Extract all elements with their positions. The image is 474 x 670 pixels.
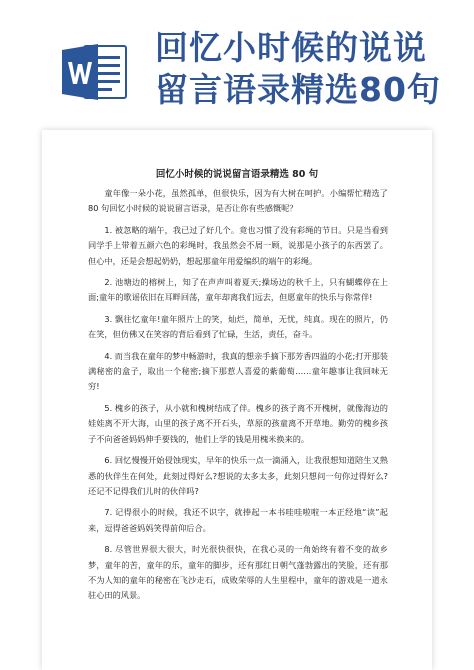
banner-title-line1: 回忆小时候的说说: [155, 28, 427, 67]
document-page: [42, 130, 432, 670]
paragraph: 2. 池塘边的榕树上，知了在声声叫着夏天;操场边的秋千上，只有蝴蝶停在上面;童年的歌谣依旧在耳畔回荡，童年却离我们远去，但愿童年的快乐与你常伴!: [88, 277, 388, 303]
paragraph: 4. 而当我在童年的梦中畅游时，我真的想亲手摘下那芳香四溢的小花;打开那装满秘密的盒子，取出一个秘密;摘下那惹人喜爱的紫葡萄……童年趣事让我回味无穷!: [88, 350, 388, 392]
paragraph: 童年像一朵小花，虽然孤单，但很快乐，因为有大树在呵护。小编帮忙精选了 80 句回忆小时候的说说留言语录，是否让你有些感慨呢？: [88, 188, 388, 214]
paragraph: 1. 被忽略的端午，我已过了好几个。竟也习惯了没有彩绳的节日。只是当看到同学手上带着五颜六色的彩绳时，我虽然会不屑一顾，说那是小孩子的东西罢了。但心中，还是会想起奶奶，想起那童年用爱编织的端午的彩绳。: [88, 224, 388, 266]
microsoft-word-icon: [62, 42, 128, 102]
banner-title: [155, 28, 455, 110]
paragraph: 3. 飘往忆童年!童年照片上的笑，灿烂，简单，无忧，纯真。现在的照片，仍在笑，但仿佛又在笑容的背后看到了忙碌，生活，责任，奋斗。: [88, 313, 388, 340]
banner: [0, 0, 474, 135]
paragraph: 7. 记得很小的时候，我还不识字，就捧起一本书哇哇啦啦一本正经地“读”起来，逗得爸爸妈妈笑得前仰后合。: [88, 507, 388, 533]
banner-title-line2: 留言语录精选80句: [155, 70, 441, 109]
document-body: [88, 186, 388, 610]
paragraph: 6. 回忆慢慢开始侵蚀现实，早年的快乐一点一滴涌入，让我很想知道陪生又熟悉的伙伴生在何处，此刻过得好么?想说的太多太多，此刻只想问一句你过得好么?还记不记得我们儿时的伙伴吗?: [88, 455, 388, 496]
document-title: 回忆小时候的说说留言语录精选 80 句: [155, 169, 319, 180]
paragraph: 5. 槐乡的孩子，从小就和槐树结成了伴。槐乡的孩子离不开槐树，就像海边的娃娃离不开大海，山里的孩子离不开石头，草原的孩童离不开草地。勤劳的槐乡孩子不向爸爸妈妈伸手要钱的，他们上学的钱是用槐米换来的。: [88, 402, 388, 444]
paragraph: 8. 尽管世界很大很大，时光很快很快，在我心灵的一角始终有着不变的故乡梦，童年的苦，童年的乐，童年的脚步，还有那红日朝气蓬勃露出的笑脸，还有那不为人知的童年的秘密在飞沙走石，成败荣辱的人生里程中，童年的游戏是一道永驻心田的风景。: [88, 544, 388, 601]
